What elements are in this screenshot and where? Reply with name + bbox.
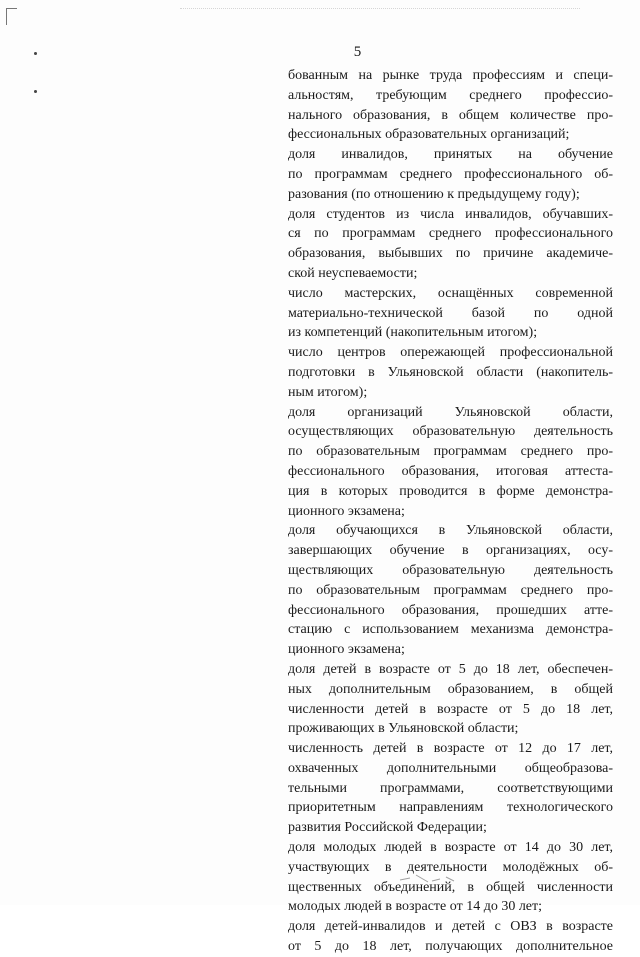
text-line: доля детей-инвалидов и детей с ОВЗ в возрасте [288, 919, 613, 935]
text-line: по программам среднего профессионального об- [288, 166, 613, 182]
text-line: участвующих в деятельности молодёжных об- [288, 859, 613, 875]
text-line: число центров опережающей профессиональной [288, 345, 613, 361]
margin-dot [34, 90, 37, 93]
text-line: нального образования, в общем количестве про- [288, 107, 613, 123]
text-line: проживающих в Ульяновской области; [288, 721, 519, 737]
text-line: бованным на рынке труда профессиям и специ- [288, 68, 613, 83]
text-line: разования (по отношению к предыдущему году); [288, 186, 580, 202]
text-line: доля организаций Ульяновской области, [288, 404, 613, 420]
text-line: число мастерских, оснащённых современной [288, 285, 613, 301]
text-line: осуществляющих образовательную деятельность [288, 424, 613, 440]
text-line: численности детей в возрасте от 5 до 18 лет, [288, 701, 613, 717]
text-line: фессиональных образовательных организаций; [288, 127, 570, 143]
text-line: подготовки в Ульяновской области (накопитель- [288, 364, 613, 380]
scan-smudge [398, 872, 458, 884]
text-line: приоритетным направлениям технологического [288, 800, 613, 816]
text-line: доля студентов из числа инвалидов, обучавших- [288, 206, 613, 222]
text-line: доля молодых людей в возрасте от 14 до 30 лет, [288, 840, 613, 856]
text-line: по образовательным программам среднего про- [288, 444, 613, 460]
text-column [288, 66, 613, 957]
text-line: материально-технической базой по одной [288, 305, 613, 321]
text-line: тельными программами, соответствующими [288, 780, 613, 796]
text-line: молодых людей в возрасте от 14 до 30 лет; [288, 899, 543, 915]
text-line: фессионального образования, итоговая аттеста- [288, 463, 613, 479]
text-line: от 5 до 18 лет, получающих дополнительное [288, 939, 613, 955]
text-line: охваченных дополнительными общеобразова- [288, 760, 613, 776]
text-line: доля детей в возрасте от 5 до 18 лет, обеспечен- [288, 661, 613, 677]
scan-corner-mark [6, 8, 17, 25]
text-line: альностям, требующим среднего профессио- [288, 87, 613, 103]
page-number: 5 [353, 44, 362, 60]
text-line: ществляющих образовательную деятельность [288, 562, 613, 578]
text-line: ся по программам среднего профессионального [288, 226, 613, 242]
text-line: щественных объединений, в общей численности [288, 879, 613, 895]
text-line: образования, выбывших по причине академиче- [288, 246, 613, 262]
text-line: численность детей в возрасте от 12 до 17 лет, [288, 741, 613, 757]
text-line: ционного экзамена; [288, 642, 405, 658]
text-line: по образовательным программам среднего про- [288, 582, 613, 598]
text-line: доля инвалидов, принятых на обучение [288, 147, 613, 163]
text-line: ных дополнительным образованием, в общей [288, 681, 613, 697]
text-line: стацию с использованием механизма демонстра- [288, 622, 613, 638]
scan-artifact-line [180, 8, 580, 11]
text-line: ской неуспеваемости; [288, 265, 418, 281]
text-line: ным итогом); [288, 384, 368, 400]
text-line: фессионального образования, прошедших атте- [288, 602, 613, 618]
text-line: завершающих обучение в организациях, осу- [288, 543, 613, 559]
text-line: развития Российской Федерации; [288, 820, 487, 836]
text-line: из компетенций (накопительным итогом); [288, 325, 538, 341]
text-line: ционного экзамена; [288, 503, 405, 519]
text-line: доля обучающихся в Ульяновской области, [288, 523, 613, 539]
text-line: ция в которых проводится в форме демонстра- [288, 483, 613, 499]
